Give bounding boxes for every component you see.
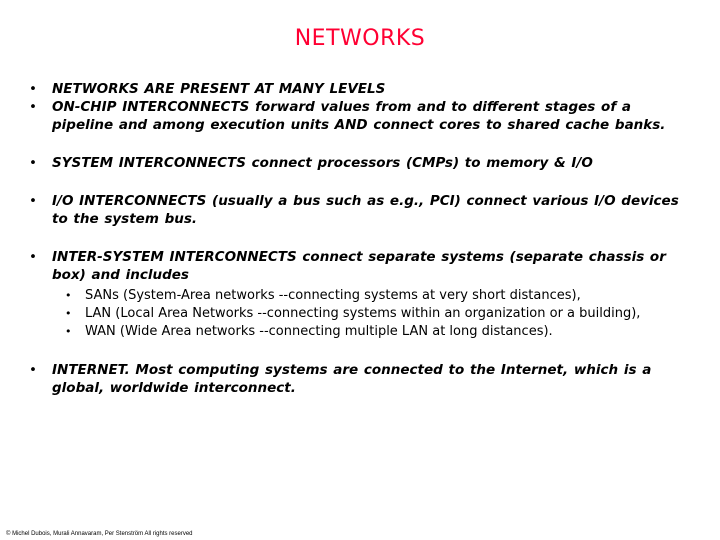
bullet-inter-system-interconnects: [25, 248, 685, 341]
sub-bullet-lan: • LAN (Local Area Networks --connecting systems within an organization or a building),: [65, 305, 685, 323]
sub-bullet-list: [52, 287, 685, 341]
bullet-system-interconnects: • SYSTEM INTERCONNECTS connect processors (CMPs) to memory & I/O: [25, 154, 685, 172]
bullet-on-chip-interconnects: • ON-CHIP INTERCONNECTS forward values from and to different stages of a pipeline and among execution units AND connect cores to shared cache banks.: [25, 98, 685, 134]
sub-bullet-san: • SANs (System-Area networks --connecting systems at very short distances),: [65, 287, 685, 305]
bullet-inter-system-text: INTER-SYSTEM INTERCONNECTS connect separate systems (separate chassis or box) and includes: [52, 249, 666, 283]
bullet-list: [25, 80, 685, 397]
sub-bullet-wan: • WAN (Wide Area networks --connecting multiple LAN at long distances).: [65, 323, 685, 341]
slide-title: NETWORKS: [294, 26, 426, 51]
copyright-footer: © Michel Dubois, Murali Annavaram, Per Stenström All rights reserved: [6, 531, 193, 537]
bullet-internet: • INTERNET. Most computing systems are connected to the Internet, which is a global, worldwide interconnect.: [25, 361, 685, 397]
bullet-networks-levels: • NETWORKS ARE PRESENT AT MANY LEVELS: [25, 80, 685, 98]
bullet-io-interconnects: • I/O INTERCONNECTS (usually a bus such as e.g., PCI) connect various I/O devices to the system bus.: [25, 192, 685, 228]
